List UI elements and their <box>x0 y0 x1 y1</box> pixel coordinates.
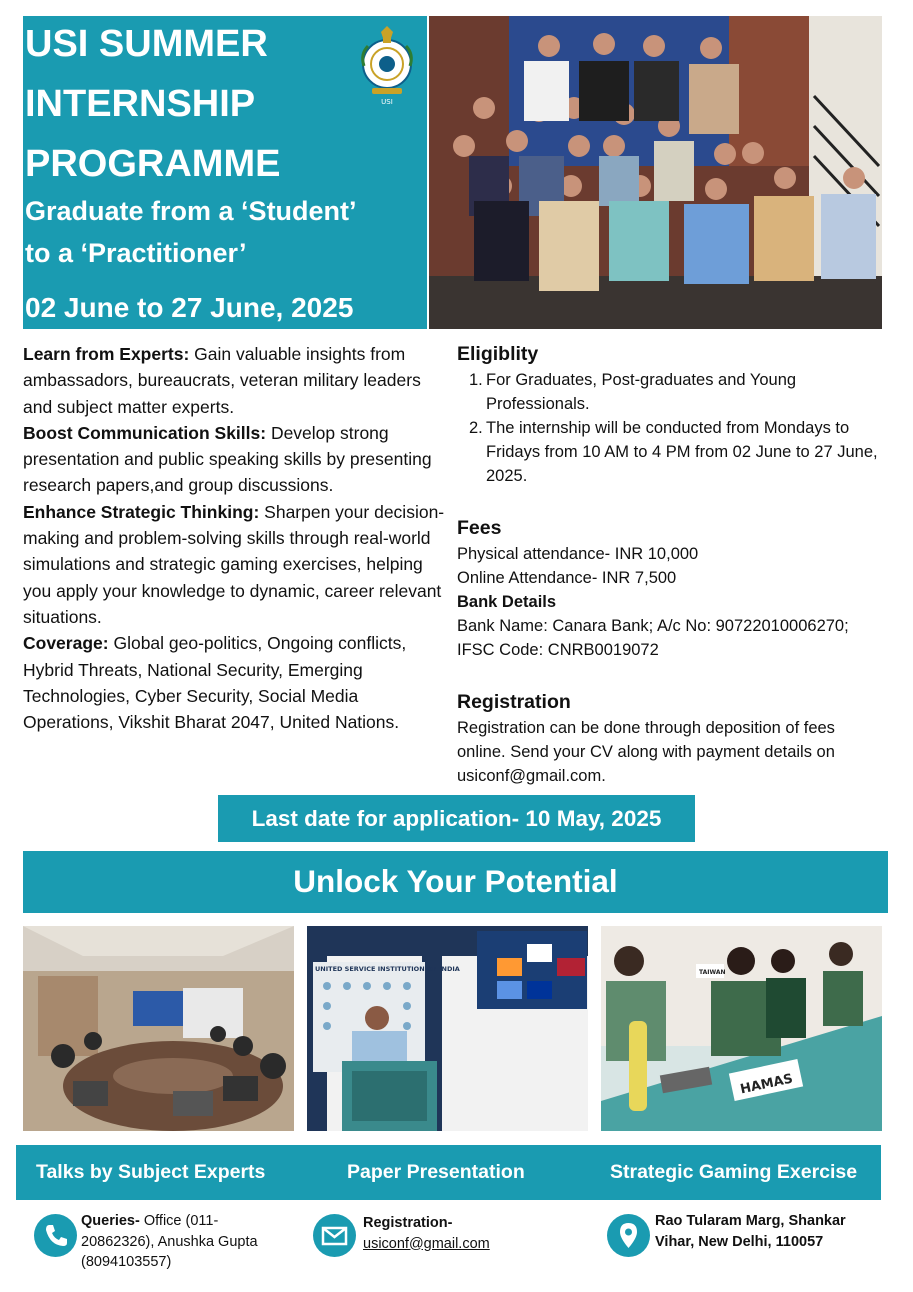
bank-ifsc: IFSC Code: CNRB0019072 <box>457 641 659 659</box>
fee-online: Online Attendance- INR 7,500 <box>457 569 677 587</box>
address-line-2: Vihar, New Delhi, 110057 <box>655 1233 824 1250</box>
eligibility-heading: Eligiblity <box>457 343 539 365</box>
photo-paper-presentation <box>307 926 588 1131</box>
fees-heading: Fees <box>457 517 502 539</box>
benefit-text: Gain valuable insights from ambassadors, bureaucrats, veteran military leaders and subject matter experts. <box>23 344 421 417</box>
benefit-strategic-thinking <box>23 499 448 630</box>
benefit-text: Global geo-politics, Ongoing conflicts, Hybrid Threats, National Security, Emerging Technologies, Cyber Security, Social Media Operations, Vikshit Bharat 2047, United Nations. <box>23 633 407 733</box>
details-section <box>457 340 887 788</box>
benefit-text: Sharpen your decision-making and problem-solving skills through real-world simulations and strategic gaming exercises, helping you apply your knowledge to dynamic, career relevant situations. <box>23 501 445 627</box>
contact-registration <box>363 1213 563 1254</box>
list-number: 2. <box>469 419 483 437</box>
unlock-potential-banner: Unlock Your Potential <box>23 851 888 913</box>
benefits-section <box>23 341 448 735</box>
list-text: The internship will be conducted from Mondays to Fridays from 10 AM to 4 PM from 02 June to 27 June, 2025. <box>486 419 878 485</box>
title-line-1: USI SUMMER <box>25 23 268 65</box>
eligibility-list <box>469 368 887 488</box>
subtitle <box>25 190 425 274</box>
benefit-experts <box>23 341 448 420</box>
svg-text:USI: USI <box>381 98 393 106</box>
queries-label: Queries- <box>81 1213 140 1229</box>
features-bar <box>16 1145 881 1200</box>
list-item <box>469 368 887 416</box>
deadline-banner: Last date for application- 10 May, 2025 <box>218 795 695 842</box>
location-pin-icon <box>607 1214 650 1257</box>
usi-emblem-logo <box>356 24 418 106</box>
subtitle-line-2: to a ‘Practitioner’ <box>25 238 247 268</box>
benefit-heading: Boost Communication Skills: <box>23 422 267 443</box>
title-line-2: INTERNSHIP <box>25 83 256 125</box>
subtitle-line-1: Graduate from a ‘Student’ <box>25 196 357 226</box>
photo-strategic-gaming <box>601 926 882 1131</box>
group-photo <box>429 16 882 329</box>
title-line-3: PROGRAMME <box>25 143 281 185</box>
contact-address <box>655 1211 885 1252</box>
benefit-communication <box>23 420 448 499</box>
photo-classroom-talk <box>23 926 294 1131</box>
bank-details-heading: Bank Details <box>457 593 557 611</box>
benefit-heading: Learn from Experts: <box>23 344 190 364</box>
page-title <box>25 14 355 194</box>
registration-email-link[interactable]: usiconf@gmail.com <box>363 1235 490 1252</box>
benefit-heading: Coverage: <box>23 633 109 654</box>
fee-physical: Physical attendance- INR 10,000 <box>457 545 699 563</box>
address-line-1: Rao Tularam Marg, Shankar <box>655 1213 846 1229</box>
benefit-coverage <box>23 630 448 735</box>
placard-hamas: HAMAS <box>738 1071 795 1098</box>
feature-paper-presentation: Paper Presentation <box>347 1161 525 1183</box>
feature-gaming: Strategic Gaming Exercise <box>610 1161 858 1183</box>
phone-icon <box>34 1214 77 1257</box>
list-text: For Graduates, Post-graduates and Young Professionals. <box>486 371 797 413</box>
contact-queries <box>81 1211 281 1273</box>
registration-heading: Registration <box>457 691 571 713</box>
list-number: 1. <box>469 371 483 389</box>
registration-text: Registration can be done through deposition of fees online. Send your CV along with payment details on usiconf@gmail.com. <box>457 719 835 785</box>
placard-taiwan: TAIWAN <box>699 969 726 976</box>
mail-icon <box>313 1214 356 1257</box>
programme-dates: 02 June to 27 June, 2025 <box>25 292 354 323</box>
usi-banner-text: UNITED SERVICE INSTITUTION OF INDIA <box>315 965 460 973</box>
benefit-text: Develop strong presentation and public speaking skills by presenting research papers,and group discussions. <box>23 422 432 496</box>
list-item <box>469 416 887 488</box>
feature-talks: Talks by Subject Experts <box>36 1161 266 1183</box>
bank-account: Bank Name: Canara Bank; A/c No: 90722010006270; <box>457 617 849 635</box>
registration-label: Registration- <box>363 1215 453 1231</box>
queries-text: Office (011-20862326), Anushka Gupta (8094103557) <box>81 1213 258 1270</box>
benefit-heading: Enhance Strategic Thinking: <box>23 501 260 522</box>
